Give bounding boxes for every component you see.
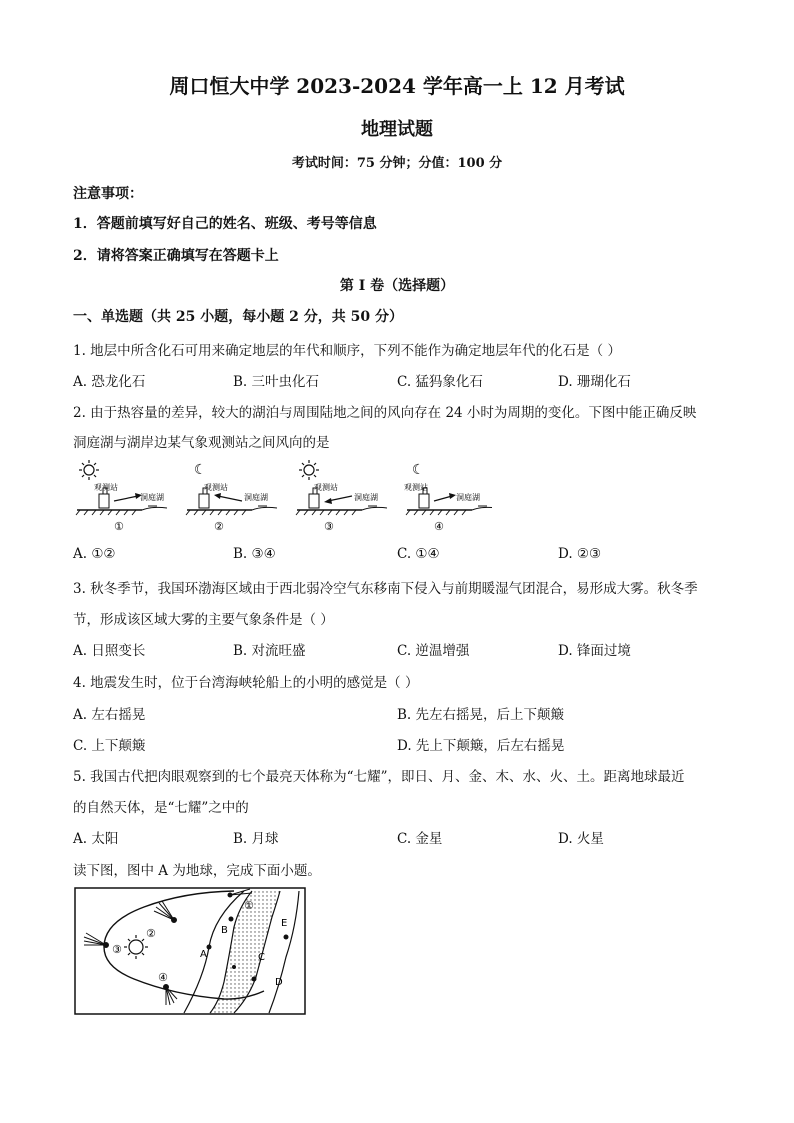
label-c: C bbox=[258, 952, 265, 963]
option-a: A. ①② bbox=[73, 546, 116, 562]
option-a: A. 左右摇晃 bbox=[73, 707, 146, 723]
wind-direction-figure bbox=[72, 458, 492, 538]
question-3-text-cont: 节，形成该区域大雾的主要气象条件是（ ） bbox=[73, 612, 334, 628]
option-b: B. 先左右摇晃，后上下颠簸 bbox=[397, 707, 565, 723]
option-b: B. 三叶虫化石 bbox=[233, 374, 320, 390]
station-label: 观测站 bbox=[314, 483, 338, 492]
planet-e bbox=[284, 935, 289, 940]
wind-panel-2 bbox=[186, 462, 277, 533]
planet-b bbox=[229, 917, 234, 922]
subject-title: 地理试题 bbox=[361, 119, 433, 140]
label-3: ③ bbox=[112, 943, 122, 956]
option-a: A. 恐龙化石 bbox=[73, 374, 146, 390]
question-5-text-cont: 的自然天体，是“七耀”之中的 bbox=[73, 800, 249, 816]
lake-label: 洞庭湖 bbox=[456, 493, 480, 502]
lake-label: 洞庭湖 bbox=[354, 493, 378, 502]
option-d: D. 火星 bbox=[558, 831, 604, 847]
option-b: B. ③④ bbox=[233, 546, 276, 562]
station-label: 观测站 bbox=[404, 483, 428, 492]
label-d: D bbox=[275, 977, 283, 988]
exam-title: 周口恒大中学 2023-2024 学年高一上 12 月考试 bbox=[169, 74, 625, 98]
planet-d bbox=[252, 977, 257, 982]
option-d: D. 先上下颠簸，后左右摇晃 bbox=[397, 738, 565, 754]
question-5-text: 5. 我国古代把肉眼观察到的七个最亮天体称为“七耀”，即日、月、金、木、水、火、土。距离地球最近 bbox=[73, 769, 685, 785]
label-2: ② bbox=[146, 927, 156, 940]
comet-icon bbox=[164, 985, 178, 1006]
lake-label: 洞庭湖 bbox=[244, 493, 268, 502]
option-d: D. 珊瑚化石 bbox=[558, 374, 631, 390]
read-prompt: 读下图，图中 A 为地球，完成下面小题。 bbox=[73, 863, 321, 879]
notice-item: 1．答题前填写好自己的姓名、班级、考号等信息 bbox=[73, 216, 377, 232]
question-3-text: 3. 秋冬季节，我国环渤海区域由于西北弱冷空气东移南下侵入与前期暖湿气团混合，易形成大雾。秋冬季 bbox=[73, 581, 698, 597]
part-heading: 一、单选题（共 25 小题，每小题 2 分，共 50 分） bbox=[73, 309, 403, 325]
question-2-text: 2. 由于热容量的差异，较大的湖泊与周围陆地之间的风向存在 24 小时为周期的变化。下图中能正确反映 bbox=[73, 405, 697, 421]
notice-heading: 注意事项： bbox=[73, 186, 143, 202]
option-b: B. 月球 bbox=[233, 831, 279, 847]
exam-info: 考试时间：75 分钟；分值：100 分 bbox=[291, 156, 503, 171]
option-b: B. 对流旺盛 bbox=[233, 643, 306, 659]
planet-c-dot bbox=[232, 965, 236, 969]
label-e: E bbox=[281, 918, 288, 929]
lake-label: 洞庭湖 bbox=[140, 493, 164, 502]
label-a: A bbox=[200, 949, 207, 960]
label-4: ④ bbox=[158, 971, 168, 984]
question-2-text-cont: 洞庭湖与湖岸边某气象观测站之间风向的是 bbox=[73, 435, 330, 451]
option-c: C. 猛犸象化石 bbox=[397, 374, 483, 390]
sun-icon bbox=[299, 460, 319, 480]
panel-label: ① bbox=[114, 520, 124, 533]
option-a: A. 日照变长 bbox=[73, 643, 146, 659]
question-4-text: 4. 地震发生时，位于台湾海峡轮船上的小明的感觉是（ ） bbox=[73, 675, 419, 691]
station-label: 观测站 bbox=[94, 483, 118, 492]
label-b: B bbox=[221, 925, 228, 936]
panel-label: ② bbox=[214, 520, 224, 533]
comet-icon bbox=[154, 901, 177, 923]
option-d: D. 锋面过境 bbox=[558, 643, 631, 659]
volume-heading: 第 I 卷（选择题） bbox=[339, 278, 455, 294]
wind-panel-3 bbox=[296, 460, 387, 533]
panel-label: ④ bbox=[434, 520, 444, 533]
option-c: C. 上下颠簸 bbox=[73, 738, 146, 754]
planet-a bbox=[207, 945, 212, 950]
notice-item: 2．请将答案正确填写在答题卡上 bbox=[73, 248, 279, 264]
option-a: A. 太阳 bbox=[73, 831, 119, 847]
moon-icon: ☾ bbox=[412, 462, 425, 478]
option-c: C. ①④ bbox=[397, 546, 440, 562]
panel-label: ③ bbox=[324, 520, 334, 533]
orbit-figure bbox=[74, 887, 310, 1017]
station-label: 观测站 bbox=[204, 483, 228, 492]
option-c: C. 逆温增强 bbox=[397, 643, 470, 659]
sun-icon bbox=[79, 460, 99, 480]
sun-icon bbox=[124, 935, 148, 959]
option-c: C. 金星 bbox=[397, 831, 443, 847]
question-1-text: 1. 地层中所含化石可用来确定地层的年代和顺序，下列不能作为确定地层年代的化石是（ ） bbox=[73, 343, 621, 359]
wind-panel-1 bbox=[76, 460, 167, 533]
label-1: ① bbox=[244, 899, 254, 912]
option-d: D. ②③ bbox=[558, 546, 602, 562]
moon-icon: ☾ bbox=[194, 462, 207, 478]
wind-panel-4 bbox=[404, 462, 492, 533]
